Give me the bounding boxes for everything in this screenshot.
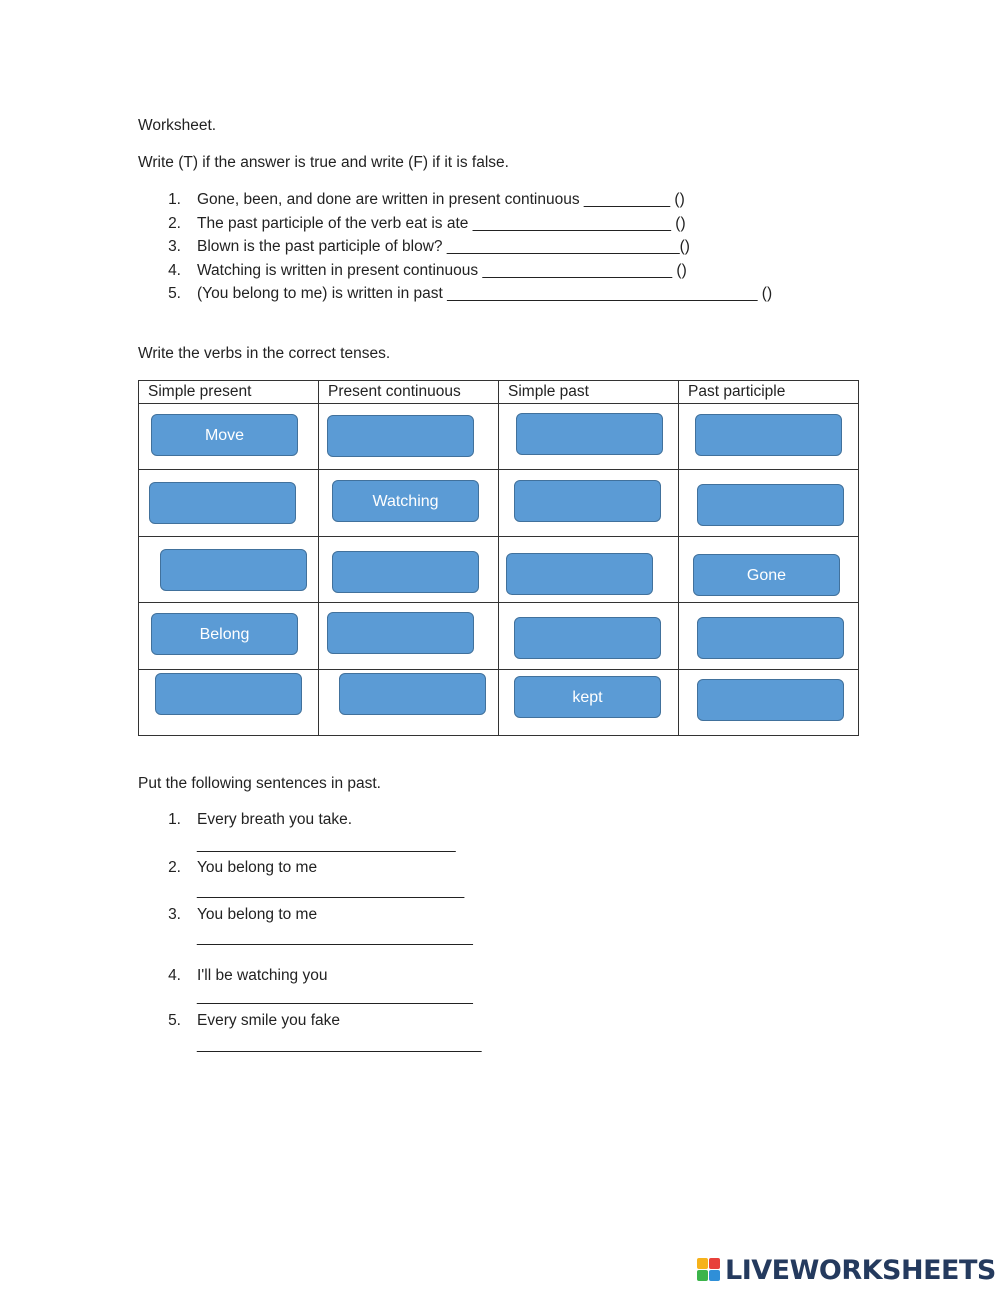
answer-box[interactable]: kept: [514, 676, 661, 718]
table-row: [139, 603, 859, 669]
answer-box[interactable]: Gone: [693, 554, 840, 596]
item-number: 1.: [168, 191, 181, 208]
item-number: 3.: [168, 238, 181, 255]
answer-box[interactable]: [327, 612, 474, 654]
verb-tense-instruction: Write the verbs in the correct tenses.: [138, 345, 391, 362]
table-cell: [679, 404, 859, 470]
answer-box[interactable]: [506, 553, 653, 595]
table-cell: [139, 470, 319, 536]
answer-box[interactable]: [516, 413, 663, 455]
liveworksheets-logo-icon: [697, 1258, 721, 1282]
item-number: 4.: [168, 262, 181, 279]
answer-line[interactable]: ______________________________: [197, 836, 456, 853]
header-present-continuous: Present continuous: [319, 381, 499, 404]
item-text: You belong to me: [197, 859, 318, 876]
table-cell: [319, 603, 499, 669]
item-text: Watching is written in present continuous ______________________ (): [197, 262, 687, 279]
verb-tense-table: [138, 380, 859, 736]
answer-box[interactable]: [695, 414, 842, 456]
table-cell: [679, 669, 859, 735]
table-cell: [679, 603, 859, 669]
answer-box[interactable]: Move: [151, 414, 298, 456]
table-cell: [139, 536, 319, 602]
liveworksheets-logo: [697, 1254, 996, 1286]
answer-box[interactable]: [514, 617, 661, 659]
table-row: [139, 404, 859, 470]
answer-line[interactable]: _______________________________: [197, 882, 465, 899]
item-number: 5.: [168, 1012, 181, 1029]
answer-box[interactable]: [332, 551, 479, 593]
item-text: Every breath you take.: [197, 811, 353, 828]
header-simple-past: Simple past: [499, 381, 679, 404]
answer-box[interactable]: [160, 549, 307, 591]
answer-box[interactable]: [514, 480, 661, 522]
item-text: Blown is the past participle of blow? ___________________________(): [197, 238, 690, 255]
table-cell: [319, 470, 499, 536]
item-number: 3.: [168, 906, 181, 923]
table-row: [139, 669, 859, 735]
item-number: 2.: [168, 859, 181, 876]
item-text: Every smile you fake: [197, 1012, 340, 1029]
table-cell: [499, 536, 679, 602]
table-cell: [499, 669, 679, 735]
answer-box[interactable]: Watching: [332, 480, 479, 522]
worksheet-title: Worksheet.: [138, 117, 217, 134]
item-text: I'll be watching you: [197, 967, 328, 984]
header-past-participle: Past participle: [679, 381, 859, 404]
answer-line[interactable]: ________________________________: [197, 929, 473, 946]
table-cell: [319, 404, 499, 470]
logo-text: LIVEWORKSHEETS: [725, 1254, 996, 1286]
table-row: [139, 470, 859, 536]
past-tense-instruction: Put the following sentences in past.: [138, 775, 381, 792]
table-cell: [679, 470, 859, 536]
answer-box[interactable]: [697, 484, 844, 526]
answer-box[interactable]: [149, 482, 296, 524]
item-text: (You belong to me) is written in past ____________________________________ (): [197, 285, 773, 302]
table-cell: [499, 404, 679, 470]
table-cell: [319, 669, 499, 735]
table-cell: [499, 603, 679, 669]
header-simple-present: Simple present: [139, 381, 319, 404]
item-number: 2.: [168, 215, 181, 232]
item-number: 1.: [168, 811, 181, 828]
answer-box[interactable]: [339, 673, 486, 715]
answer-box[interactable]: [697, 679, 844, 721]
item-number: 4.: [168, 967, 181, 984]
table-cell: [499, 470, 679, 536]
item-text: Gone, been, and done are written in present continuous __________ (): [197, 191, 685, 208]
table-row: [139, 536, 859, 602]
table-cell: [139, 404, 319, 470]
answer-box[interactable]: Belong: [151, 613, 298, 655]
answer-box[interactable]: [327, 415, 474, 457]
item-text: The past participle of the verb eat is ate _______________________ (): [197, 215, 686, 232]
table-header-row: [139, 381, 859, 404]
answer-line[interactable]: _________________________________: [197, 1036, 482, 1053]
item-number: 5.: [168, 285, 181, 302]
true-false-instruction: Write (T) if the answer is true and write (F) if it is false.: [138, 154, 509, 171]
answer-box[interactable]: [155, 673, 302, 715]
table-cell: [139, 669, 319, 735]
answer-box[interactable]: [697, 617, 844, 659]
answer-line[interactable]: ________________________________: [197, 988, 473, 1005]
item-text: You belong to me: [197, 906, 318, 923]
table-cell: [139, 603, 319, 669]
table-cell: [319, 536, 499, 602]
table-cell: [679, 536, 859, 602]
